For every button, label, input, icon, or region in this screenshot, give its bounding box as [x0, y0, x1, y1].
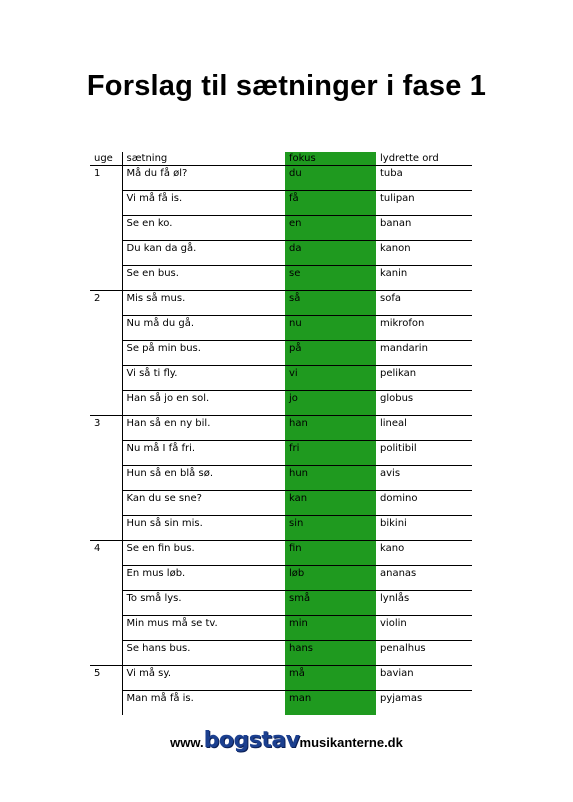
- sentence-cell: Nu må I få fri.: [122, 441, 285, 466]
- week-cell: [90, 591, 122, 616]
- table-row: [90, 216, 472, 241]
- phonetic-word-cell: kanin: [376, 266, 472, 291]
- focus-word-cell: han: [285, 416, 376, 441]
- focus-word-cell: se: [285, 266, 376, 291]
- phonetic-word-cell: lineal: [376, 416, 472, 441]
- sentence-cell: Vi må få is.: [122, 191, 285, 216]
- table-row: [90, 466, 472, 491]
- week-cell: [90, 216, 122, 241]
- bogstav-logo: bogstav: [203, 728, 300, 753]
- phonetic-word-cell: bavian: [376, 666, 472, 691]
- focus-word-cell: kan: [285, 491, 376, 516]
- phonetic-word-cell: mandarin: [376, 341, 472, 366]
- week-cell: 2: [90, 291, 122, 316]
- week-cell: [90, 691, 122, 716]
- table-row: [90, 666, 472, 691]
- focus-word-cell: jo: [285, 391, 376, 416]
- phonetic-word-cell: mikrofon: [376, 316, 472, 341]
- header-uge: uge: [90, 152, 122, 166]
- table-row: [90, 491, 472, 516]
- sentence-table: [90, 152, 472, 715]
- table-row: [90, 591, 472, 616]
- phonetic-word-cell: sofa: [376, 291, 472, 316]
- focus-word-cell: løb: [285, 566, 376, 591]
- week-cell: [90, 441, 122, 466]
- week-cell: [90, 341, 122, 366]
- week-cell: 3: [90, 416, 122, 441]
- focus-word-cell: en: [285, 216, 376, 241]
- footer-domain: musikanterne.dk: [299, 735, 403, 750]
- phonetic-word-cell: penalhus: [376, 641, 472, 666]
- focus-word-cell: min: [285, 616, 376, 641]
- week-cell: [90, 516, 122, 541]
- table-row: [90, 266, 472, 291]
- table-row: [90, 316, 472, 341]
- focus-word-cell: få: [285, 191, 376, 216]
- phonetic-word-cell: tuba: [376, 166, 472, 191]
- sentence-cell: Hun så en blå sø.: [122, 466, 285, 491]
- focus-word-cell: på: [285, 341, 376, 366]
- table-row: [90, 541, 472, 566]
- table-row: [90, 241, 472, 266]
- week-cell: [90, 391, 122, 416]
- phonetic-word-cell: globus: [376, 391, 472, 416]
- week-cell: [90, 266, 122, 291]
- footer-logo: [0, 728, 573, 753]
- focus-word-cell: så: [285, 291, 376, 316]
- week-cell: 4: [90, 541, 122, 566]
- focus-word-cell: nu: [285, 316, 376, 341]
- sentence-cell: En mus løb.: [122, 566, 285, 591]
- sentence-cell: Kan du se sne?: [122, 491, 285, 516]
- week-cell: [90, 466, 122, 491]
- focus-word-cell: hun: [285, 466, 376, 491]
- table-row: [90, 641, 472, 666]
- focus-word-cell: sin: [285, 516, 376, 541]
- sentence-cell: Se hans bus.: [122, 641, 285, 666]
- week-cell: [90, 491, 122, 516]
- focus-word-cell: må: [285, 666, 376, 691]
- sentence-cell: Hun så sin mis.: [122, 516, 285, 541]
- table-row: [90, 341, 472, 366]
- phonetic-word-cell: pyjamas: [380, 693, 423, 704]
- week-cell: [90, 566, 122, 591]
- table-row: [90, 391, 472, 416]
- week-cell: [90, 616, 122, 641]
- phonetic-word-cell: pelikan: [376, 366, 472, 391]
- focus-word-cell: da: [285, 241, 376, 266]
- focus-word-cell: fri: [285, 441, 376, 466]
- sentence-cell: Må du få øl?: [122, 166, 285, 191]
- sentence-cell: Se en fin bus.: [122, 541, 285, 566]
- phonetic-word-cell: banan: [376, 216, 472, 241]
- table-row: [90, 366, 472, 391]
- table-row: [90, 566, 472, 591]
- week-cell: [90, 316, 122, 341]
- table-row: [90, 291, 472, 316]
- page-title: Forslag til sætninger i fase 1: [86, 70, 487, 102]
- table-row: [90, 441, 472, 466]
- focus-word-cell: små: [285, 591, 376, 616]
- sentence-cell: Vi må sy.: [122, 666, 285, 691]
- table-body: [90, 166, 472, 716]
- week-cell: 5: [90, 666, 122, 691]
- focus-word-cell: hans: [285, 641, 376, 666]
- table-row: [90, 616, 472, 641]
- week-cell: [90, 641, 122, 666]
- sentence-cell: To små lys.: [122, 591, 285, 616]
- sentence-cell: Du kan da gå.: [122, 241, 285, 266]
- focus-word-cell: fin: [285, 541, 376, 566]
- header-lydrette-ord: lydrette ord: [376, 152, 472, 166]
- focus-word-cell: man: [285, 691, 376, 716]
- phonetic-word-cell: kanon: [376, 241, 472, 266]
- sentence-cell: Min mus må se tv.: [122, 616, 285, 641]
- header-fokus: fokus: [285, 152, 376, 166]
- phonetic-word-cell: bikini: [376, 516, 472, 541]
- week-cell: [90, 191, 122, 216]
- phonetic-word-cell: avis: [376, 466, 472, 491]
- focus-word-cell: du: [285, 166, 376, 191]
- phonetic-word-cell: domino: [376, 491, 472, 516]
- table-header-row: [90, 152, 472, 166]
- phonetic-word-cell: kano: [376, 541, 472, 566]
- table-row: [90, 416, 472, 441]
- week-cell: 1: [94, 168, 101, 179]
- sentence-cell: Han så en ny bil.: [122, 416, 285, 441]
- phonetic-word-cell: politibil: [376, 441, 472, 466]
- sentence-cell: Nu må du gå.: [122, 316, 285, 341]
- header-saetning: sætning: [122, 152, 285, 166]
- table-row: [90, 166, 472, 191]
- week-cell: [90, 241, 122, 266]
- table-row: [90, 516, 472, 541]
- phonetic-word-cell: tulipan: [376, 191, 472, 216]
- sentence-cell: Mis så mus.: [122, 291, 285, 316]
- sentence-cell: Man må få is.: [122, 691, 285, 716]
- sentence-cell: Vi så ti fly.: [122, 366, 285, 391]
- footer-www: www.: [170, 735, 204, 750]
- focus-word-cell: vi: [285, 366, 376, 391]
- sentence-cell: Han så jo en sol.: [122, 391, 285, 416]
- sentence-cell: Se en bus.: [122, 266, 285, 291]
- sentence-cell: Se en ko.: [122, 216, 285, 241]
- phonetic-word-cell: lynlås: [376, 591, 472, 616]
- phonetic-word-cell: ananas: [376, 566, 472, 591]
- table-row: [90, 191, 472, 216]
- table-row: [90, 691, 472, 716]
- sentence-cell: Se på min bus.: [122, 341, 285, 366]
- week-cell: [90, 366, 122, 391]
- phonetic-word-cell: violin: [376, 616, 472, 641]
